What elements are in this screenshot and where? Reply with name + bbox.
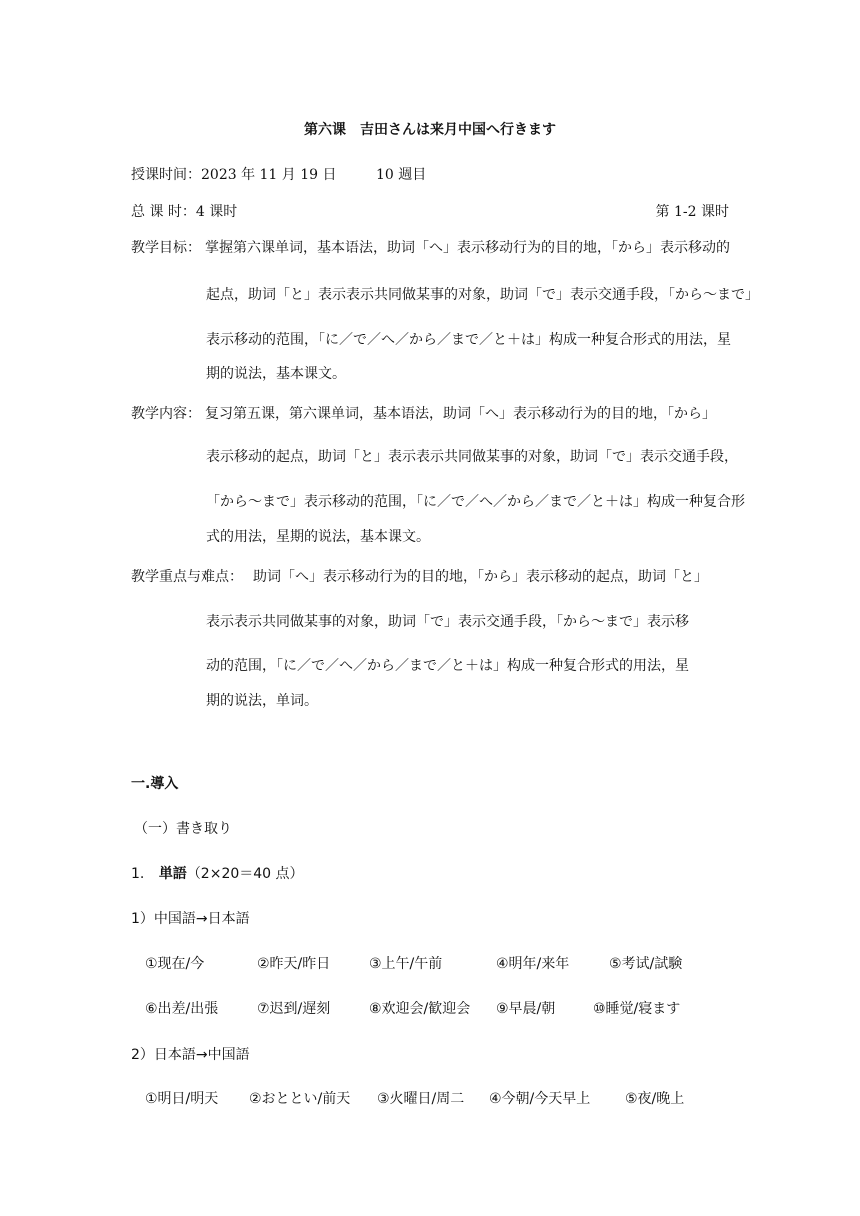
vocab-item: ③火曜日/周二 (377, 1091, 465, 1107)
subsection-heading: （一）書き取り (134, 821, 232, 837)
part2-label: 2）日本語→中国語 (131, 1047, 250, 1063)
content-line: 式的用法，星期的说法，基本课文。 (206, 529, 430, 545)
session-number: 第 1-2 课时 (655, 204, 729, 220)
vocab-item: ④明年/来年 (496, 956, 570, 972)
vocab-item: ②おととい/前天 (249, 1091, 351, 1107)
focus-line: 期的说法，单词。 (206, 693, 318, 709)
vocab-number: 1. (131, 866, 145, 882)
section-heading: 一.導入 (131, 776, 179, 792)
goals-line: 期的说法，基本课文。 (206, 366, 346, 382)
page-title: 第六课 吉田さんは来月中国へ行きます (304, 122, 556, 138)
vocab-item: ①明日/明天 (145, 1091, 219, 1107)
goals-line: 掌握第六课单词，基本语法，助词「へ」表示移动行为的目的地，「から」表示移动的 (205, 240, 730, 256)
vocab-item: ⑤夜/晚上 (625, 1091, 685, 1107)
content-label: 教学内容： (131, 406, 201, 422)
class-time: 授课时间：2023 年 11 月 19 日 (131, 167, 337, 183)
content-line: 复习第五课，第六课单词，基本语法，助词「へ」表示移动行为的目的地，「から」 (205, 406, 716, 422)
vocab-item: ⑧欢迎会/歓迎会 (369, 1001, 471, 1017)
part1-label: 1）中国語→日本語 (131, 911, 250, 927)
goals-line: 起点，助词「と」表示表示共同做某事的对象，助词「で」表示交通手段，「から～まで」 (206, 287, 759, 303)
focus-label: 教学重点与难点： (131, 569, 243, 585)
vocab-item: ⑤考试/試験 (609, 956, 683, 972)
week-number: 10 週目 (376, 167, 427, 183)
focus-line: 助词「へ」表示移动行为的目的地，「から」表示移动的起点，助词「と」 (253, 569, 708, 585)
vocab-item: ②昨天/昨日 (257, 956, 331, 972)
vocab-item: ⑩睡觉/寝ます (593, 1001, 681, 1017)
vocab-item: ③上午/午前 (369, 956, 443, 972)
vocab-item: ⑨早晨/朝 (496, 1001, 556, 1017)
vocab-heading (131, 863, 304, 883)
vocab-item: ⑥出差/出張 (145, 1001, 219, 1017)
focus-line: 表示表示共同做某事的对象，助词「で」表示交通手段，「から～まで」表示移 (206, 614, 689, 630)
vocab-points: （2×20＝40 点） (186, 866, 304, 882)
vocab-title: 単語 (158, 866, 187, 882)
content-line: 表示移动的起点，助词「と」表示表示共同做某事的对象，助词「で」表示交通手段， (206, 449, 738, 465)
goals-label: 教学目标： (131, 240, 201, 256)
total-hours: 总 课 时：4 课时 (131, 204, 238, 220)
vocab-item: ①现在/今 (145, 956, 205, 972)
vocab-item: ④今朝/今天早上 (489, 1091, 591, 1107)
focus-line: 动的范围，「に／で／へ／から／まで／と＋は」构成一种复合形式的用法，星 (206, 658, 689, 674)
goals-line: 表示移动的范围，「に／で／へ／から／まで／と＋は」构成一种复合形式的用法，星 (206, 332, 731, 348)
vocab-item: ⑦迟到/遅刻 (257, 1001, 331, 1017)
content-line: 「から～まで」表示移动的范围，「に／で／へ／から／まで／と＋は」构成一种复合形 (206, 494, 745, 510)
